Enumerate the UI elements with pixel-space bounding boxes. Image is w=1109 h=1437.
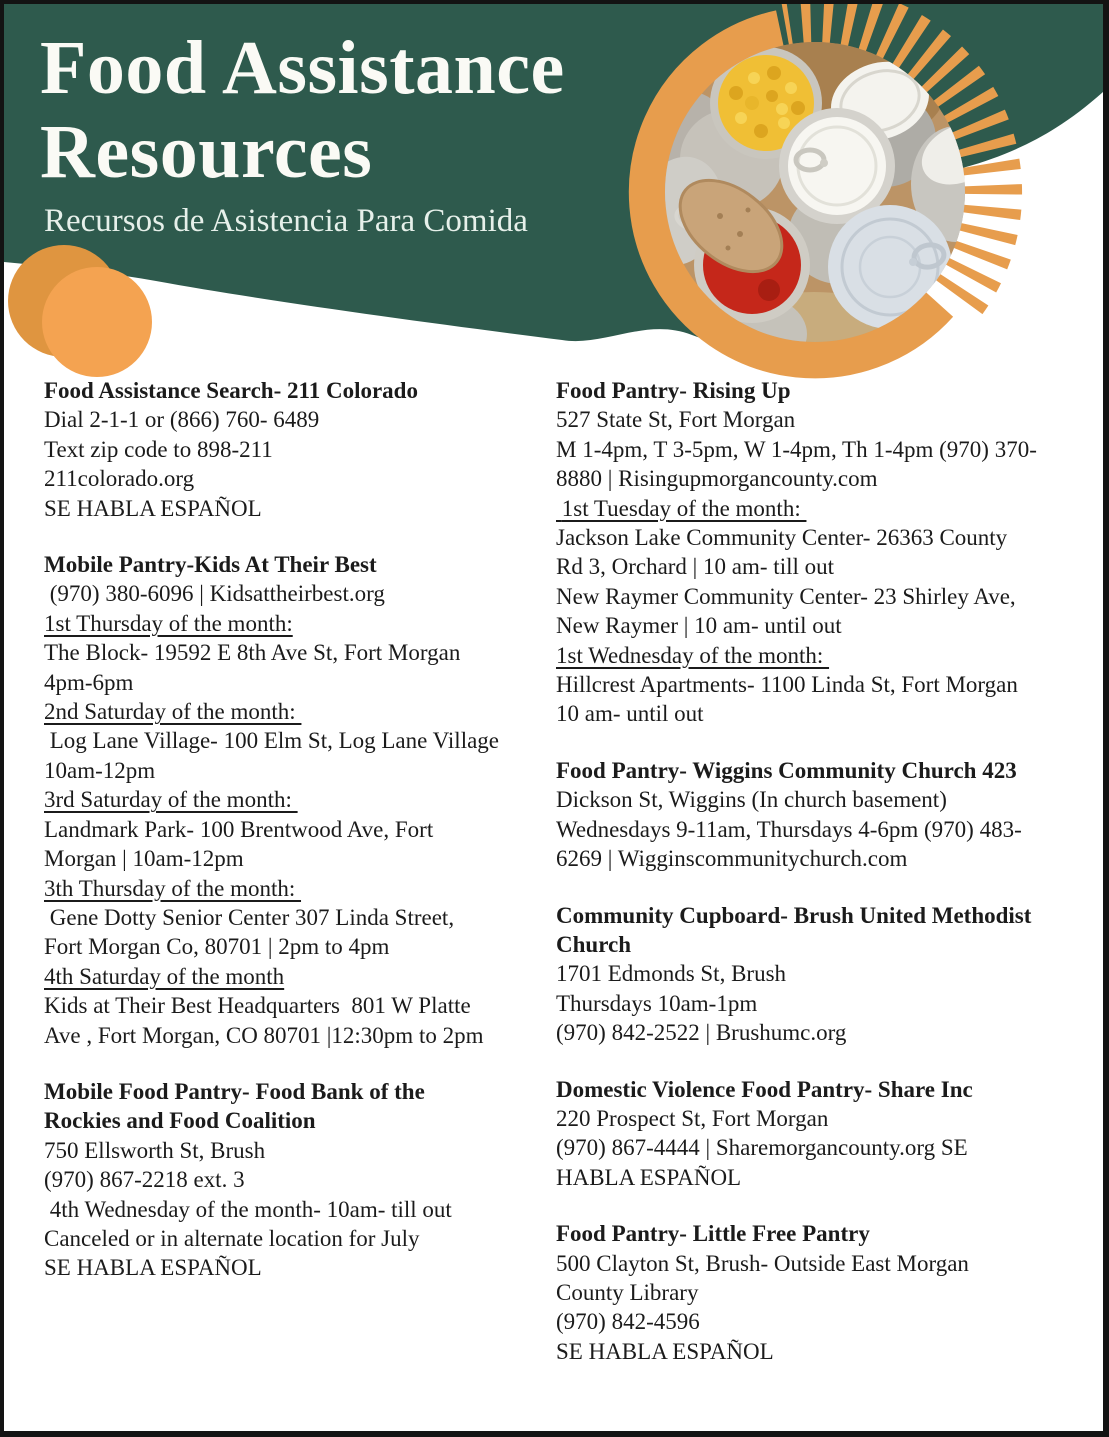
page-title-line-1: Food Assistance <box>40 26 565 110</box>
text-line: Kids at Their Best Headquarters 801 W Platte <box>44 993 471 1019</box>
text-line: (970) 842-4596 <box>556 1309 700 1335</box>
page-title <box>40 26 565 194</box>
section-title: Food Assistance Search- 211 Colorado <box>44 378 418 403</box>
text-line: Dial 2-1-1 or (866) 760- 6489 <box>44 407 320 433</box>
text-line: (970) 867-2218 ext. 3 <box>44 1167 245 1193</box>
section-title: Food Pantry- Rising Up <box>556 378 791 403</box>
column-left <box>44 376 564 1310</box>
text-line: Ave , Fort Morgan, CO 80701 |12:30pm to 2pm <box>44 1022 484 1048</box>
text-line: New Raymer | 10 am- until out <box>556 613 842 639</box>
text-line: The Block- 19592 E 8th Ave St, Fort Morgan <box>44 640 461 666</box>
text-line: New Raymer Community Center- 23 Shirley Ave, <box>556 583 1016 609</box>
schedule-line: 4th Saturday of the month <box>44 963 285 989</box>
schedule-line: 3rd Saturday of the month: <box>44 787 298 813</box>
resource-section <box>44 1077 564 1283</box>
text-line: 4pm-6pm <box>44 669 134 695</box>
section-title: Mobile Pantry-Kids At Their Best <box>44 552 377 578</box>
resource-section <box>556 756 1104 874</box>
resource-section <box>556 901 1104 1048</box>
text-line: Morgan | 10am-12pm <box>44 846 244 872</box>
section-title: Rockies and Food Coalition <box>44 1108 316 1134</box>
section-title: Food Pantry- Wiggins Community Church 423 <box>556 757 1017 783</box>
text-line: 750 Ellsworth St, Brush <box>44 1137 266 1163</box>
column-right <box>556 376 1104 1393</box>
section-title: Food Pantry- Little Free Pantry <box>556 1221 870 1247</box>
text-line: HABLA ESPAÑOL <box>556 1164 742 1190</box>
text-line: (970) 380-6096 | Kidsattheirbest.org <box>44 581 385 607</box>
section-title: Community Cupboard- Brush United Methodist <box>556 902 1032 928</box>
schedule-line: 1st Thursday of the month: <box>44 610 293 636</box>
text-line: 8880 | Risingupmorgancounty.com <box>556 466 878 492</box>
text-line: Log Lane Village- 100 Elm St, Log Lane Village <box>44 728 500 754</box>
page-title-line-2: Resources <box>40 110 373 194</box>
schedule-line: 3th Thursday of the month: <box>44 875 302 901</box>
text-line: (970) 842-2522 | Brushumc.org <box>556 1020 847 1046</box>
page-subtitle: Recursos de Asistencia Para Comida <box>44 203 528 239</box>
text-line: 211colorado.org <box>44 466 195 492</box>
text-line: M 1-4pm, T 3-5pm, W 1-4pm, Th 1-4pm (970) 370- <box>556 436 1037 462</box>
text-line: 220 Prospect St, Fort Morgan <box>556 1105 829 1131</box>
section-title: Domestic Violence Food Pantry- Share Inc <box>556 1076 973 1102</box>
text-line: SE HABLA ESPAÑOL <box>44 1255 262 1281</box>
text-line: Rd 3, Orchard | 10 am- till out <box>556 554 834 580</box>
schedule-line: 1st Wednesday of the month: <box>556 642 830 668</box>
text-line: 4th Wednesday of the month- 10am- till out <box>44 1196 452 1222</box>
text-line: SE HABLA ESPAÑOL <box>44 495 262 521</box>
resource-section <box>44 550 564 1050</box>
section-title: Mobile Food Pantry- Food Bank of the <box>44 1078 425 1104</box>
text-line: (970) 867-4444 | Sharemorgancounty.org SE <box>556 1135 968 1161</box>
orange-blob-front <box>42 267 152 377</box>
schedule-line: 1st Tuesday of the month: <box>556 495 807 521</box>
section-title: Church <box>556 931 631 957</box>
text-line: Wednesdays 9-11am, Thursdays 4-6pm (970) 483- <box>556 816 1022 842</box>
text-line: Hillcrest Apartments- 1100 Linda St, Fort Morgan <box>556 672 1018 698</box>
text-line: 527 State St, Fort Morgan <box>556 407 796 433</box>
resource-section <box>44 376 564 523</box>
text-line: 6269 | Wigginscommunitychurch.com <box>556 846 908 872</box>
text-line: 10am-12pm <box>44 757 156 783</box>
schedule-line: 2nd Saturday of the month: <box>44 699 302 725</box>
text-line: Jackson Lake Community Center- 26363 County <box>556 525 1008 551</box>
text-line: 500 Clayton St, Brush- Outside East Morgan <box>556 1250 969 1276</box>
text-line: County Library <box>556 1279 699 1305</box>
text-line: Landmark Park- 100 Brentwood Ave, Fort <box>44 816 434 842</box>
text-line: Thursdays 10am-1pm <box>556 990 758 1016</box>
text-line: Gene Dotty Senior Center 307 Linda Street, <box>44 904 455 930</box>
text-line: Dickson St, Wiggins (In church basement) <box>556 787 947 813</box>
text-line: SE HABLA ESPAÑOL <box>556 1338 774 1364</box>
resource-section <box>556 1219 1104 1366</box>
text-line: 10 am- until out <box>556 701 704 727</box>
resource-section <box>556 376 1104 729</box>
text-line: Fort Morgan Co, 80701 | 2pm to 4pm <box>44 934 390 960</box>
text-line: Text zip code to 898-211 <box>44 436 273 462</box>
text-line: 1701 Edmonds St, Brush <box>556 961 787 987</box>
resource-section <box>556 1075 1104 1193</box>
text-line: Canceled or in alternate location for July <box>44 1225 420 1251</box>
